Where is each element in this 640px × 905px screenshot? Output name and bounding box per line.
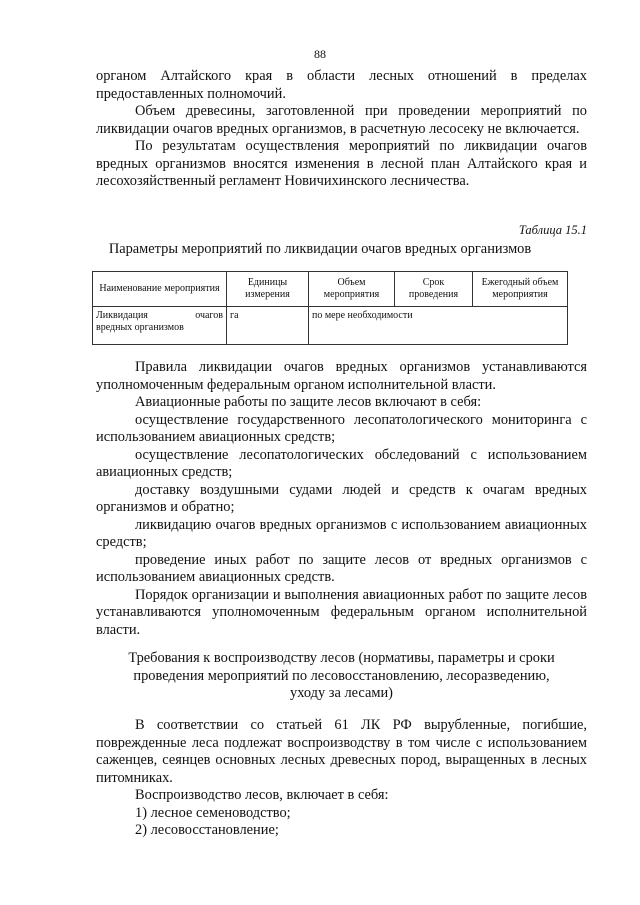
table-title: Параметры мероприятий по ликвидации очагов вредных организмов [108, 241, 532, 257]
table-header-row [93, 272, 568, 307]
table-cell-unit: га [227, 307, 309, 345]
paragraph: ликвидацию очагов вредных организмов с использованием авиационных средств; [96, 516, 587, 550]
table-cell-volume: по мере необходимости [309, 307, 568, 345]
cell-text: вредных организмов [96, 322, 184, 333]
text-block-2 [96, 359, 587, 639]
cell-text: Ликвидация [96, 310, 148, 321]
paragraph: Авиационные работы по защите лесов включают в себя: [135, 394, 482, 410]
paragraph: проведение иных работ по защите лесов от вредных организмов с использованием авиационных средств. [96, 551, 587, 585]
section-heading [96, 650, 587, 703]
table-row [93, 307, 568, 345]
heading-line: уходу за лесами) [290, 685, 393, 701]
text-block-1 [96, 68, 587, 191]
text-block-3 [96, 717, 587, 840]
paragraph: По результатам осуществления мероприятий по ликвидации очагов вредных организмов вносятся изменения в лесной план Алтайского края и лесохозяйственный регламент Новичихинского лесничества. [96, 138, 587, 189]
table-header-cell: Срок проведения [395, 272, 473, 307]
table-header-cell: Ежегодный объем мероприятия [473, 272, 568, 307]
heading-line: проведения мероприятий по лесовосстановлению, лесоразведению, [133, 667, 550, 684]
paragraph: Объем древесины, заготовленной при проведении мероприятий по ликвидации очагов вредных организмов, в расчетную лесосеку не включается. [96, 103, 587, 137]
paragraph: В соответствии со статьей 61 ЛК РФ вырубленные, погибшие, поврежденные леса подлежат воспроизводству в том числе с использованием саженцев, сеянцев основных лесных древесных пород, выращенных в лесных питомниках. [96, 717, 587, 786]
table-caption: Таблица 15.1 [518, 223, 587, 237]
list-item: 1) лесное семеноводство; [135, 804, 291, 821]
table-header-cell: Объем мероприятия [309, 272, 395, 307]
paragraph: Правила ликвидации очагов вредных организмов устанавливаются уполномоченным федеральным органом исполнительной власти. [96, 359, 587, 393]
paragraph: доставку воздушными судами людей и средств к очагам вредных организмов и обратно; [96, 481, 587, 515]
table-header-cell: Наименование мероприятия [93, 272, 227, 307]
paragraph: органом Алтайского края в области лесных отношений в пределах предоставленных полномочий. [96, 68, 587, 102]
paragraph: Воспроизводство лесов, включает в себя: [135, 787, 389, 803]
paragraph: Порядок организации и выполнения авиационных работ по защите лесов устанавливаются уполномоченным федеральным органом исполнительной власти. [96, 586, 587, 638]
paragraph: осуществление лесопатологических обследований с использованием авиационных средств; [96, 446, 587, 480]
page-number: 88 [314, 47, 326, 61]
cell-text: очагов [195, 310, 223, 321]
list-item: 2) лесовосстановление; [135, 822, 279, 838]
table-header-cell: Единицы измерения [227, 272, 309, 307]
measures-table [92, 271, 568, 345]
table-cell-name [93, 307, 227, 345]
heading-line: Требования к воспроизводству лесов (нормативы, параметры и сроки [128, 650, 555, 666]
paragraph: осуществление государственного лесопатологического мониторинга с использованием авиационных средств; [96, 411, 587, 445]
